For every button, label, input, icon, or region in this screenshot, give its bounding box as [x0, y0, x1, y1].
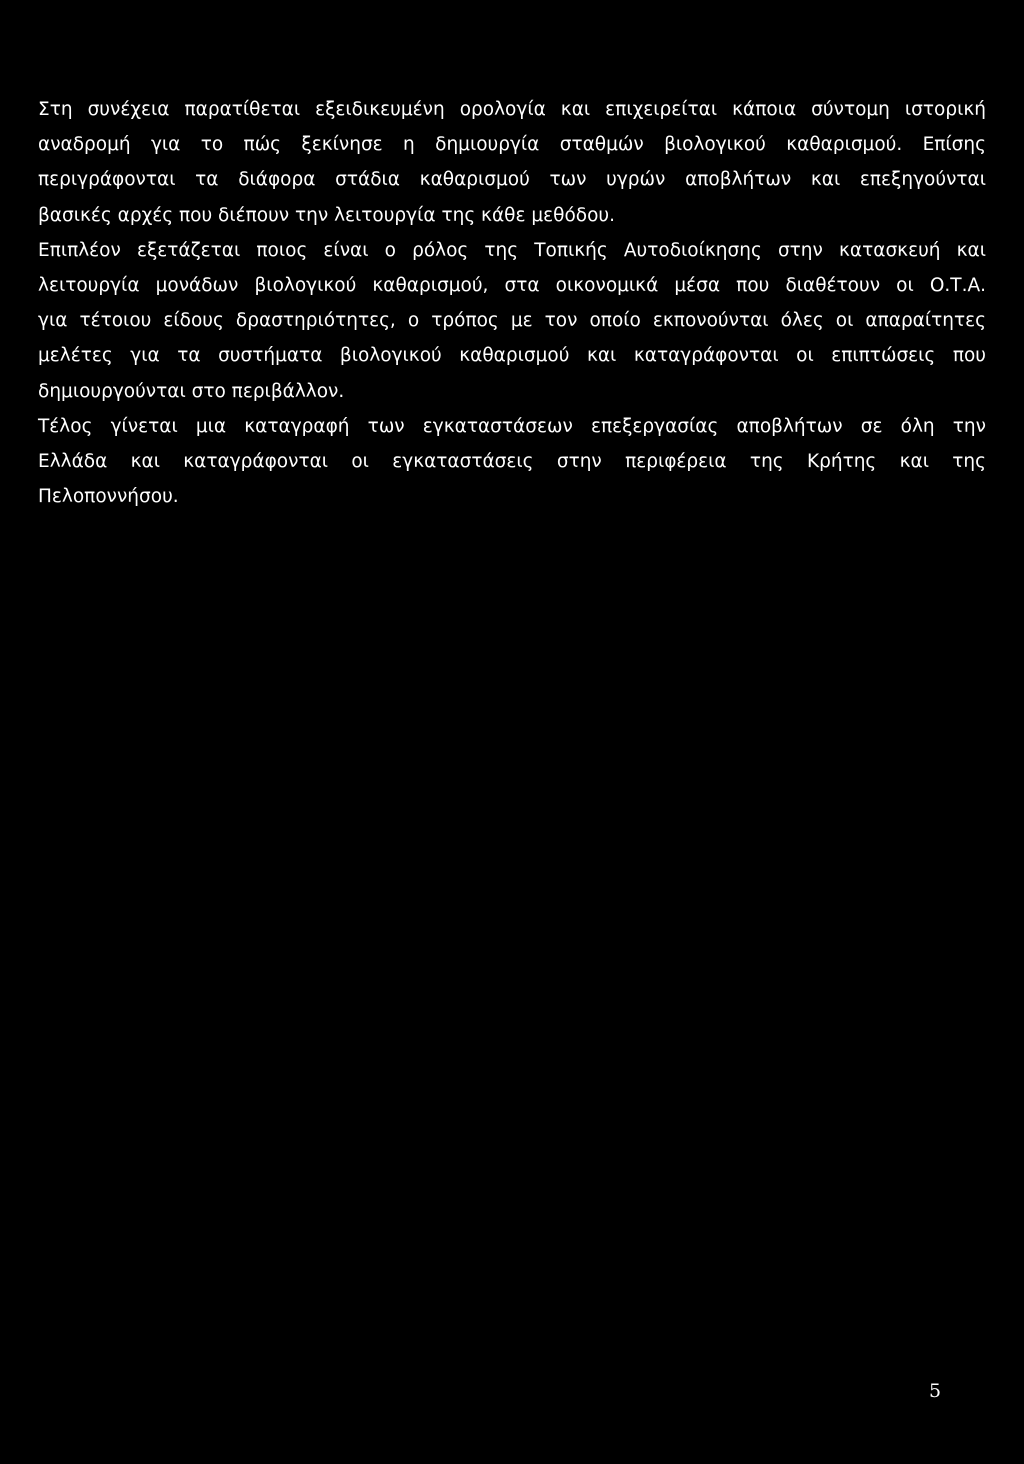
paragraph-conclusion	[38, 409, 986, 515]
text-line: βασικές αρχές που διέπουν την λειτουργία της κάθε μεθόδου.	[38, 204, 615, 226]
page-number: 5	[929, 1380, 942, 1402]
paragraph-intro	[38, 92, 986, 233]
body-text	[38, 92, 986, 514]
text-line: μελέτες για τα συστήματα βιολογικού καθαρισμού και καταγράφονται οι επιπτώσεις που	[38, 345, 986, 367]
text-line: περιγράφονται τα διάφορα στάδια καθαρισμού των υγρών αποβλήτων και επεξηγούνται	[38, 169, 986, 191]
text-line: Επιπλέον εξετάζεται ποιος είναι ο ρόλος της Τοπικής Αυτοδιοίκησης στην κατασκευή και	[38, 239, 986, 261]
text-line: αναδρομή για το πώς ξεκίνησε η δημιουργία σταθμών βιολογικού καθαρισμού. Επίσης	[38, 134, 986, 156]
text-line: Ελλάδα και καταγράφονται οι εγκαταστάσεις στην περιφέρεια της Κρήτης και της	[38, 451, 986, 473]
text-line: για τέτοιου είδους δραστηριότητες, ο τρόπος με τον οποίο εκπονούνται όλες οι απαραίτητες	[38, 310, 986, 332]
text-line: δημιουργούνται στο περιβάλλον.	[38, 380, 345, 402]
text-line: Πελοποννήσου.	[38, 486, 179, 508]
text-line: Τέλος γίνεται μια καταγραφή των εγκαταστάσεων επεξεργασίας αποβλήτων σε όλη την	[38, 415, 986, 437]
paragraph-local-government	[38, 233, 986, 409]
text-line: λειτουργία μονάδων βιολογικού καθαρισμού, στα οικονομικά μέσα που διαθέτουν οι Ο.Τ.Α.	[38, 275, 986, 297]
text-line: Στη συνέχεια παρατίθεται εξειδικευμένη ορολογία και επιχειρείται κάποια σύντομη ιστορική	[38, 99, 986, 120]
